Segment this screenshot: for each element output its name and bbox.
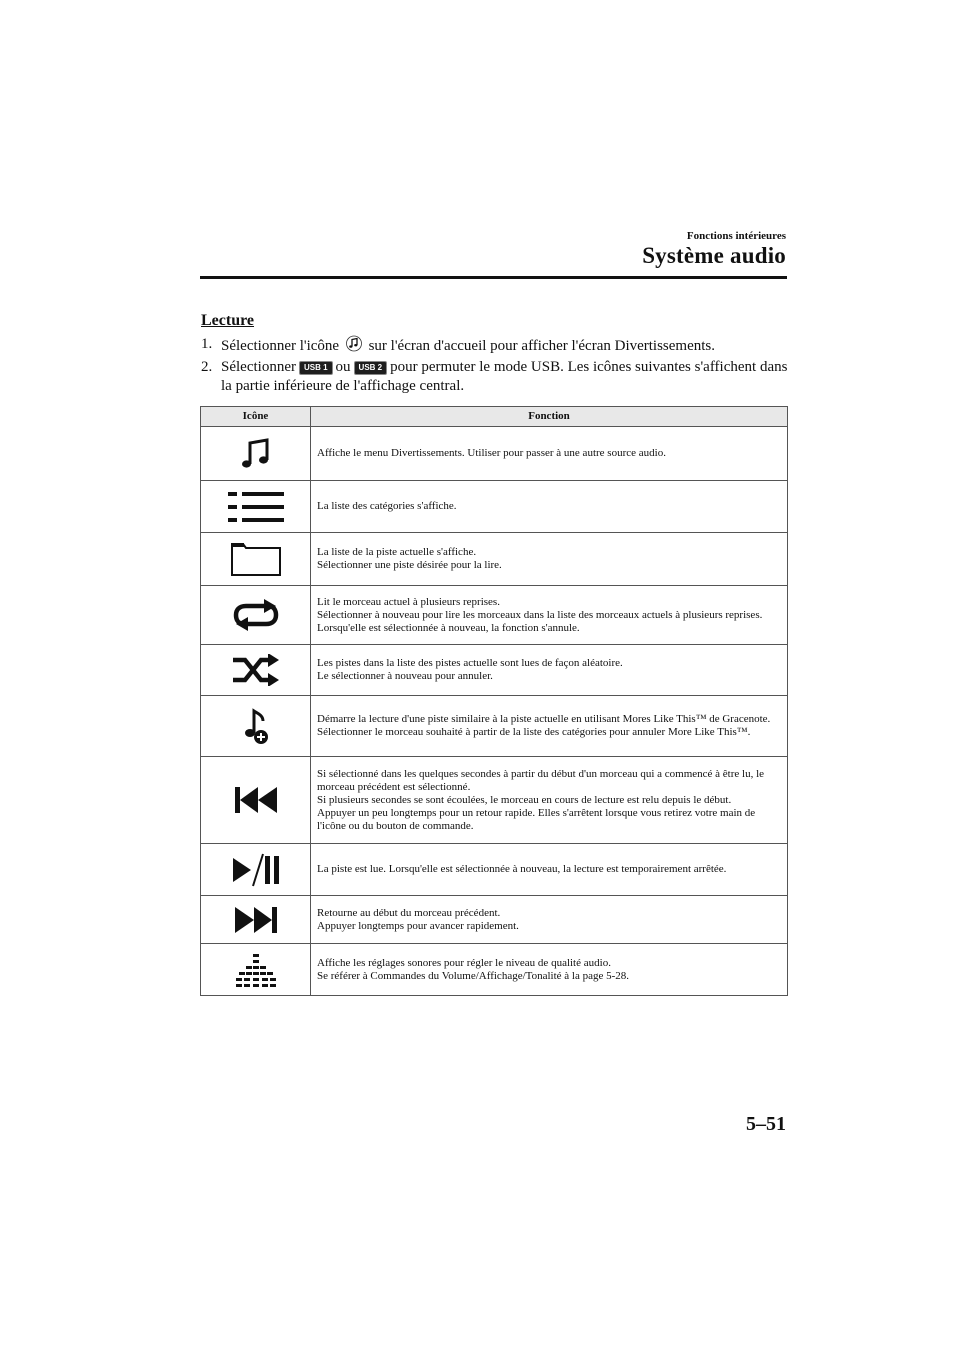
chapter-subtitle: Fonctions intérieures [686,230,786,242]
description-line: Affiche les réglages sonores pour régler le niveau de qualité audio. [317,956,611,969]
step-number: 1. [201,336,213,352]
description-cell [311,844,788,896]
description-line: La piste est lue. Lorsqu'elle est sélectionnée à nouveau, la lecture est temporairement arrêtée. [317,863,727,875]
description-cell [311,645,788,696]
icon-cell [201,533,311,586]
step-text: pour permuter le mode USB. Les icônes suivantes s'affichent dans la partie inférieure de l'affichage central. [221,359,788,394]
icon-cell [201,586,311,645]
icon-table [200,406,788,996]
description-line: Sélectionner une piste désirée pour la lire. [317,559,502,571]
shuffle-icon [231,654,281,686]
icon-column-header: Icône [201,407,311,427]
header-divider [200,276,787,279]
music-note-icon [239,437,273,471]
function-column-header: Fonction [311,407,788,427]
step-text: ou [335,359,351,375]
table-row [201,896,788,944]
usb-2-badge: USB 2 [354,361,388,375]
description-cell [311,427,788,481]
play-pause-icon [231,852,281,888]
icon-cell [201,696,311,757]
description-line: Sélectionner le morceau souhaité à partir de la liste des catégories pour annuler More Like This™. [317,726,751,738]
step-1 [201,335,791,358]
table-row [201,481,788,533]
description-line: La liste des catégories s'affiche. [317,500,457,512]
description-line: Le sélectionner à nouveau pour annuler. [317,670,493,682]
sound-settings-icon [235,952,277,988]
table-row [201,533,788,586]
icon-cell [201,481,311,533]
step-2 [201,358,791,396]
description-cell [311,896,788,944]
list-icon [227,490,285,524]
page-number: 5–51 [746,1113,786,1135]
next-track-icon [233,905,279,935]
table-row [201,944,788,996]
description-cell [311,757,788,844]
previous-track-icon [233,785,279,815]
step-text: Sélectionner l'icône [221,337,340,354]
step-text: sur l'écran d'accueil pour afficher l'écran Divertissements. [368,337,716,354]
table-row [201,844,788,896]
description-line: Si sélectionné dans les quelques secondes à partir du début d'un morceau qui a commencé à être lu, le morceau précédent est sélectionné. [317,767,765,793]
lecture-section [201,312,791,396]
usb-1-badge: USB 1 [299,361,333,375]
step-text: Sélectionner [221,359,296,375]
description-cell [311,481,788,533]
icon-cell [201,757,311,844]
icon-cell [201,944,311,996]
description-line: Se référer à Commandes du Volume/Affichage/Tonalité à la page 5-28. [317,969,630,982]
music-note-icon [346,335,362,358]
more-like-this-icon [241,707,271,745]
page-title: Système audio [642,243,786,268]
table-row [201,427,788,481]
description-line: Lorsqu'elle est sélectionnée à nouveau, la fonction s'annule. [317,621,580,634]
table-row [201,586,788,645]
description-cell [311,533,788,586]
description-line: Sélectionner à nouveau pour lire les morceaux dans la liste des morceaux actuels à plusieurs reprises. [317,608,763,621]
step-number: 2. [201,359,213,375]
icon-cell [201,427,311,481]
icon-cell [201,645,311,696]
description-cell [311,944,788,996]
table-row [201,757,788,844]
description-line: Lit le morceau actuel à plusieurs reprises. [317,595,500,608]
table-row [201,696,788,757]
description-line: Appuyer longtemps pour avancer rapidement. [317,919,519,932]
table-header-row [201,407,788,427]
description-line: Affiche le menu Divertissements. Utiliser pour passer à une autre source audio. [317,447,666,459]
description-line: Si plusieurs secondes se sont écoulées, le morceau en cours de lecture est relu depuis le début. [317,793,732,806]
description-cell [311,586,788,645]
table-row [201,645,788,696]
description-line: La liste de la piste actuelle s'affiche. [317,546,477,558]
folder-icon [230,541,282,577]
description-line: Démarre la lecture d'une piste similaire à la piste actuelle en utilisant Mores Like This™ de Gracenote. [317,713,771,725]
section-title: Lecture [201,312,255,329]
icon-cell [201,896,311,944]
description-cell [311,696,788,757]
description-line: Les pistes dans la liste des pistes actuelle sont lues de façon aléatoire. [317,657,623,669]
repeat-icon [232,598,280,632]
icon-cell [201,844,311,896]
description-line: Retourne au début du morceau précédent. [317,906,501,919]
description-line: Appuyer un peu longtemps pour un retour rapide. Elles s'arrêtent lorsque vous retirez votre main de l'icône ou du bouton de commande. [317,806,756,832]
